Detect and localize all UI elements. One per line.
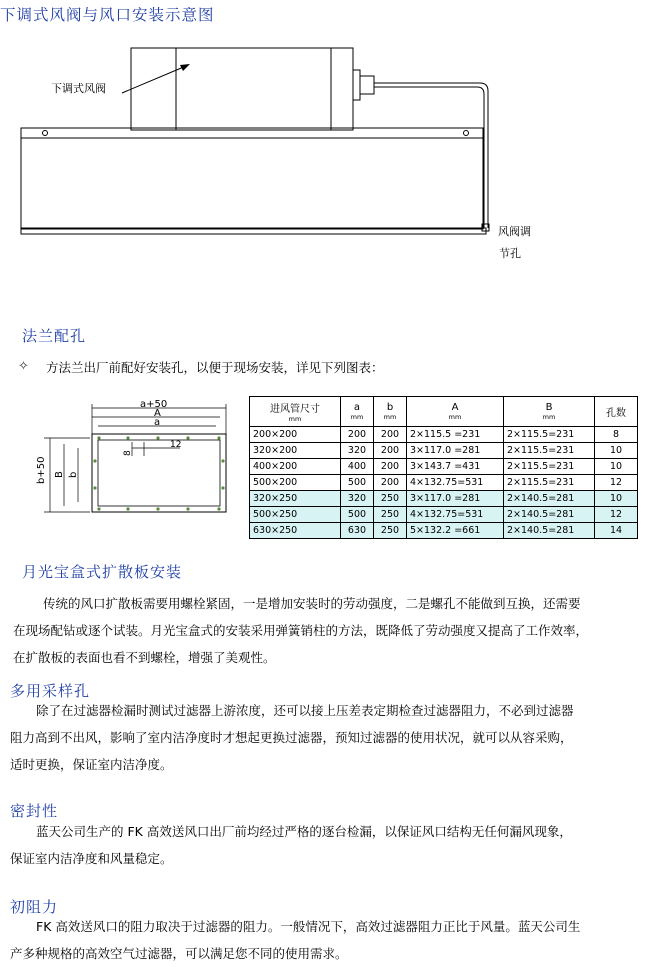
page-title: 下调式风阀与风口安装示意图 (0, 6, 215, 24)
cell-b: 250 (374, 507, 407, 523)
installation-diagram (0, 28, 650, 268)
cell-a: 200 (341, 427, 374, 443)
cell-size: 400×200 (250, 459, 341, 475)
cell-holes: 10 (595, 443, 638, 459)
paragraph-line: FK 高效送风口的阻力取决于过滤器的阻力。一般情况下，高效过滤器阻力正比于风量。蓝天公司生 (36, 919, 581, 934)
dim-top-a: a (154, 417, 161, 428)
cell-B: 2×115.5=231 (504, 459, 595, 475)
cell-B: 2×115.5=231 (504, 475, 595, 491)
dim-side-B: B (54, 471, 65, 478)
cell-size: 630×250 (250, 523, 341, 539)
cell-B: 2×115.5=231 (504, 443, 595, 459)
cell-size: 200×200 (250, 427, 341, 443)
table-row (250, 443, 638, 459)
cell-size: 500×200 (250, 475, 341, 491)
paragraph-line: 在现场配钻或逐个试装。月光宝盒式的安装采用弹簧销柱的方法，既降低了劳动强度又提高了工作效率， (13, 623, 589, 638)
cell-size: 500×250 (250, 507, 341, 523)
header-cell: a mm (341, 397, 374, 427)
dim-12: 12 (170, 440, 182, 450)
header-cell: A mm (407, 397, 504, 427)
cell-A: 5×132.2 =661 (407, 523, 504, 539)
table-row (250, 475, 638, 491)
paragraph-line: 蓝天公司生产的 FK 高效送风口出厂前均经过严格的逐台检漏，以保证风口结构无任何漏风现象， (36, 824, 572, 839)
flange-description: 方法兰出厂前配好安装孔，以便于现场安装，详见下列图表： (46, 360, 384, 375)
cell-holes: 14 (595, 523, 638, 539)
table-header-row (250, 397, 638, 427)
cell-A: 3×117.0 =281 (407, 443, 504, 459)
cell-a: 400 (341, 459, 374, 475)
diffuser-paragraph (13, 590, 648, 671)
paragraph-line: 产多种规格的高效空气过滤器，可以满足您不同的使用需求。 (10, 946, 348, 961)
cell-holes: 12 (595, 475, 638, 491)
dim-top-outer: a+50 (140, 399, 168, 410)
dim-side-b: b (68, 471, 79, 478)
sealing-paragraph (10, 818, 648, 872)
cell-holes: 10 (595, 459, 638, 475)
cell-B: 2×140.5=281 (504, 491, 595, 507)
cell-b: 200 (374, 427, 407, 443)
header-cell: B mm (504, 397, 595, 427)
cell-A: 3×143.7 =431 (407, 459, 504, 475)
paragraph-line: 适时更换，保证室内洁净度。 (10, 757, 173, 772)
cell-B: 2×140.5=281 (504, 507, 595, 523)
cell-B: 2×140.5=281 (504, 523, 595, 539)
section-heading-sampling: 多用采样孔 (10, 682, 91, 700)
flange-hole-drawing (30, 396, 245, 521)
cell-b: 250 (374, 523, 407, 539)
cell-A: 4×132.75=531 (407, 507, 504, 523)
cell-a: 630 (341, 523, 374, 539)
paragraph-line: 在扩散板的表面也看不到螺栓，增强了美观性。 (13, 650, 276, 665)
table-row (250, 459, 638, 475)
cell-b: 200 (374, 459, 407, 475)
paragraph-line: 传统的风口扩散板需要用螺栓紧固，一是增加安装时的劳动强度，二是螺孔不能做到互换，还需要 (43, 596, 581, 611)
cell-A: 4×132.75=531 (407, 475, 504, 491)
table-row (250, 523, 638, 539)
cell-a: 320 (341, 443, 374, 459)
header-cell: b mm (374, 397, 407, 427)
cell-holes: 12 (595, 507, 638, 523)
section-heading-diffuser: 月光宝盒式扩散板安装 (22, 563, 183, 581)
flange-hole-table (249, 396, 638, 539)
sampling-paragraph (10, 697, 648, 778)
table-row (250, 427, 638, 443)
table-row (250, 507, 638, 523)
header-cell: 孔数 (595, 397, 638, 427)
bullet-icon: ✧ (18, 359, 29, 374)
cell-a: 500 (341, 475, 374, 491)
section-heading-resistance: 初阻力 (10, 898, 59, 916)
cell-a: 500 (341, 507, 374, 523)
dim-side-outer: b+50 (36, 456, 47, 484)
hole-label-line2: 节孔 (499, 247, 521, 260)
cell-b: 200 (374, 443, 407, 459)
damper-label: 下调式风阀 (51, 82, 106, 95)
table-row (250, 491, 638, 507)
cell-a: 320 (341, 491, 374, 507)
cell-size: 320×250 (250, 491, 341, 507)
section-heading-sealing: 密封性 (10, 802, 59, 820)
cell-size: 320×200 (250, 443, 341, 459)
cell-holes: 8 (595, 427, 638, 443)
cell-b: 250 (374, 491, 407, 507)
cell-A: 3×117.0 =281 (407, 491, 504, 507)
cell-A: 2×115.5 =231 (407, 427, 504, 443)
cell-holes: 10 (595, 491, 638, 507)
dim-top-A: A (154, 408, 161, 419)
cell-b: 200 (374, 475, 407, 491)
paragraph-line: 阻力高到不出风，影响了室内洁净度时才想起更换过滤器，预知过滤器的使用状况，就可以从容采购， (10, 730, 573, 745)
dim-8: 8 (123, 450, 133, 456)
hole-label-line1: 风阀调 (498, 225, 531, 238)
header-cell: 进风管尺寸 mm (250, 397, 341, 427)
section-heading-flange: 法兰配孔 (22, 327, 87, 345)
paragraph-line: 除了在过滤器检漏时测试过滤器上游浓度，还可以接上压差表定期检查过滤器阻力，不必到过滤器 (36, 703, 574, 718)
paragraph-line: 保证室内洁净度和风量稳定。 (10, 851, 173, 866)
resistance-paragraph (10, 913, 648, 967)
cell-B: 2×115.5=231 (504, 427, 595, 443)
